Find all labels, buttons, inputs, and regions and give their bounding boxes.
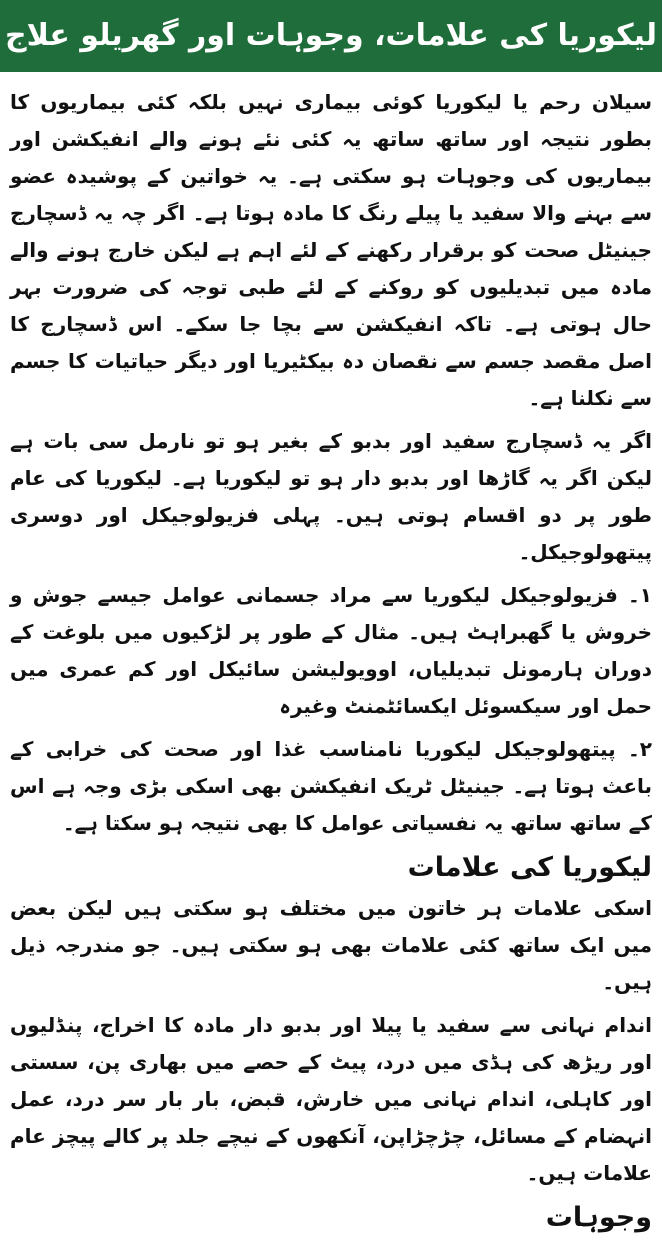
title-banner xyxy=(0,0,662,72)
page-title: لیکوریا کی علامات، وجوہات اور گھریلو علاج xyxy=(4,18,658,53)
physiological-paragraph: ۱۔ فزیولوجیکل لیکوریا سے مراد جسمانی عوامل جیسے جوش و خروش یا گھبراہٹ ہیں۔ مثال کے طور پر لڑکیوں میں بلوغت کے دوران ہارمونل تبدیلیاں، اوویولیشن سائیکل اور کم عمری میں حمل اور سیکسوئل ایکسائٹمنٹ وغیرہ xyxy=(10,583,652,718)
pathological-paragraph: ۲۔ پیتھولوجیکل لیکوریا نامناسب غذا اور صحت کی خرابی کے باعث ہوتا ہے۔ جینیٹل ٹریک انفیکشن بھی اسکی بڑی وجہ ہے اس کے ساتھ ساتھ یہ نفسیاتی عوامل کا بھی نتیجہ ہو سکتا ہے۔ xyxy=(10,737,652,835)
types-paragraph: اگر یہ ڈسچارج سفید اور بدبو کے بغیر ہو تو نارمل سی بات ہے لیکن اگر یہ گاڑھا اور بدبو دار ہو تو لیکوریا ہے۔ لیکوریا کی عام طور پر دو اقسام ہوتی ہیں۔ پہلی فزیولوجیکل اور دوسری پیتھولوجیکل۔ xyxy=(10,429,652,564)
causes-heading: وجوہات xyxy=(545,1202,652,1233)
symptoms-list-paragraph: اندام نہانی سے سفید یا پیلا اور بدبو دار مادہ کا اخراج، پنڈلیوں اور ریڑھ کی ہڈی میں درد، پیٹ کے حصے میں بھاری پن، سستی اور کاہلی، اندام نہانی میں خارش، قبض، بار بار سر درد، عمل انہضام کے مسائل، چڑچڑاپن، آنکھوں کے نیچے جلد پر کالے پیچز عام علامات ہیں۔ xyxy=(10,1013,652,1185)
symptoms-intro-paragraph: اسکی علامات ہر خاتون میں مختلف ہو سکتی ہیں لیکن بعض میں ایک ساتھ کئی علامات بھی ہو سکتی ہیں۔ جو مندرجہ ذیل ہیں۔ xyxy=(10,896,652,994)
article-body xyxy=(10,84,652,1240)
symptoms-heading: لیکوریا کی علامات xyxy=(407,852,652,883)
intro-paragraph: سیلان رحم یا لیکوریا کوئی بیماری نہیں بلکہ کئی بیماریوں کا بطور نتیجہ اور ساتھ ساتھ یہ کئی نئے ہونے والے انفیکشن اور بیماریوں کی وجوہات ہو سکتی ہے۔ یہ خواتین کے پوشیدہ عضو سے بہنے والا سفید یا پیلے رنگ کا مادہ ہوتا ہے۔ اگر چہ یہ ڈسچارج جینیٹل صحت کو برقرار رکھنے کے لئے اہم ہے لیکن خارج ہونے والے مادہ میں تبدیلیوں کو روکنے کے لئے طبی توجہ کی ضرورت بہر حال ہوتی ہے۔ تاکہ انفیکشن سے بچا جا سکے۔ اس ڈسچارج کا اصل مقصد جسم سے نقصان دہ بیکٹیریا اور دیگر حیاتیات کا جسم سے نکلنا ہے۔ xyxy=(10,90,652,410)
